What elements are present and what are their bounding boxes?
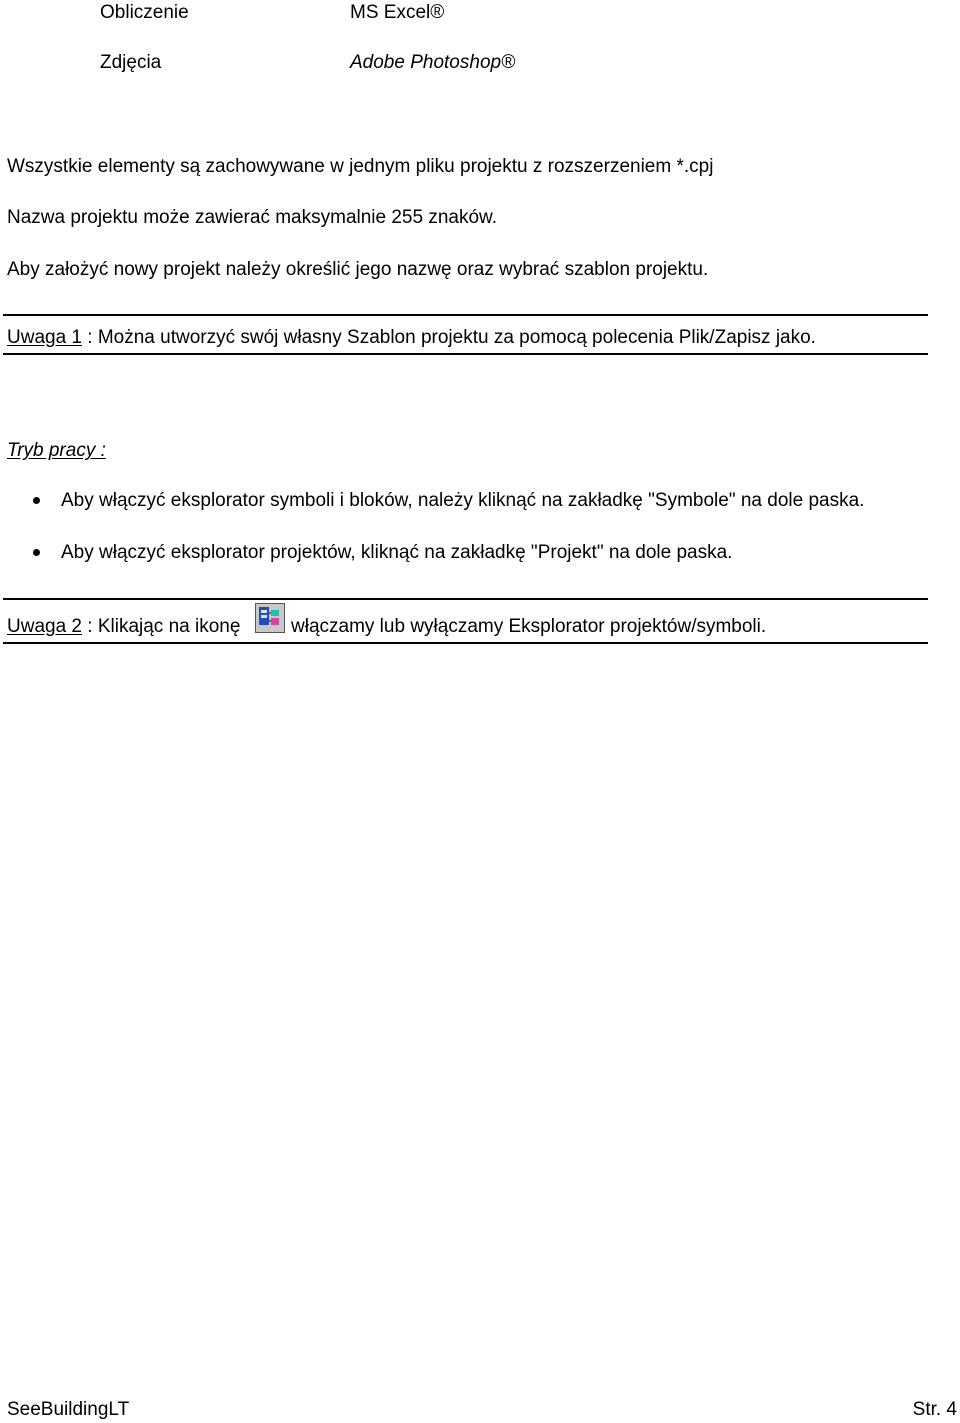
text-segment: " na dole paska. [596,542,733,563]
explorer-toggle-icon[interactable] [255,603,285,633]
note1-text: : Można utworzyć swój własny Szablon projektu za pomocą polecenia [82,327,679,348]
bullet-icon [33,497,40,504]
explorer-toggle-icon-graphic [256,604,284,632]
term-name: nazwę [396,259,452,280]
term-template: szablon [564,259,631,280]
paragraph-new-project [7,259,708,281]
note1-top-rule [3,314,928,316]
table-row-value-2: Adobe Photoshop® [350,52,516,73]
table-row-label-1: Obliczenie [100,2,189,23]
bullet-icon [33,549,40,556]
note2-top-rule [3,598,928,600]
text-segment: Aby założyć [7,259,114,280]
text-segment: Aby włączyć eksplorator symboli i bloków, należy kliknąć na zakładkę " [61,490,655,511]
note2-bottom-rule [3,642,928,644]
note1-label: Uwaga 1 [7,327,82,348]
note2-text-before: : Klikając na ikonę [82,616,241,637]
mode-heading: Tryb pracy : [7,440,106,461]
list-item [61,490,864,512]
note1-bottom-rule [3,353,928,355]
paragraph-project-name [7,207,497,229]
footer-title: SeeBuildingLT [7,1399,130,1420]
text-segment: projekt należy określić jego [158,259,397,280]
note2-text-after: włączamy lub wyłączamy Eksplorator projektów/symboli. [291,616,767,637]
text-segment: Aby włączyć eksplorator projektów, kliknąć na zakładkę " [61,542,538,563]
note2-label: Uwaga 2 [7,616,82,637]
paragraph-project-name-rest: może zawierać maksymalnie 255 znaków. [137,207,497,228]
term-project-tab: Projekt [537,542,597,563]
text-segment: " na dole paska. [728,490,865,511]
table-row-value-1: MS Excel® [350,2,445,23]
page-number: Str. 4 [912,1399,957,1420]
text-segment: oraz wybrać [451,259,565,280]
term-project-name: Nazwa projektu [7,207,138,228]
list-item [61,542,732,564]
term-symbols-tab: Symbole [654,490,729,511]
table-row-label-2: Zdjęcia [100,52,162,73]
note1 [7,327,816,349]
text-segment: projektu. [630,259,709,280]
paragraph-project-file: Wszystkie elementy są zachowywane w jednym pliku projektu z rozszerzeniem *.cpj [7,156,714,177]
note1-command: Plik/Zapisz jako. [678,327,816,348]
note2 [7,616,240,638]
term-new: nowy [113,259,159,280]
